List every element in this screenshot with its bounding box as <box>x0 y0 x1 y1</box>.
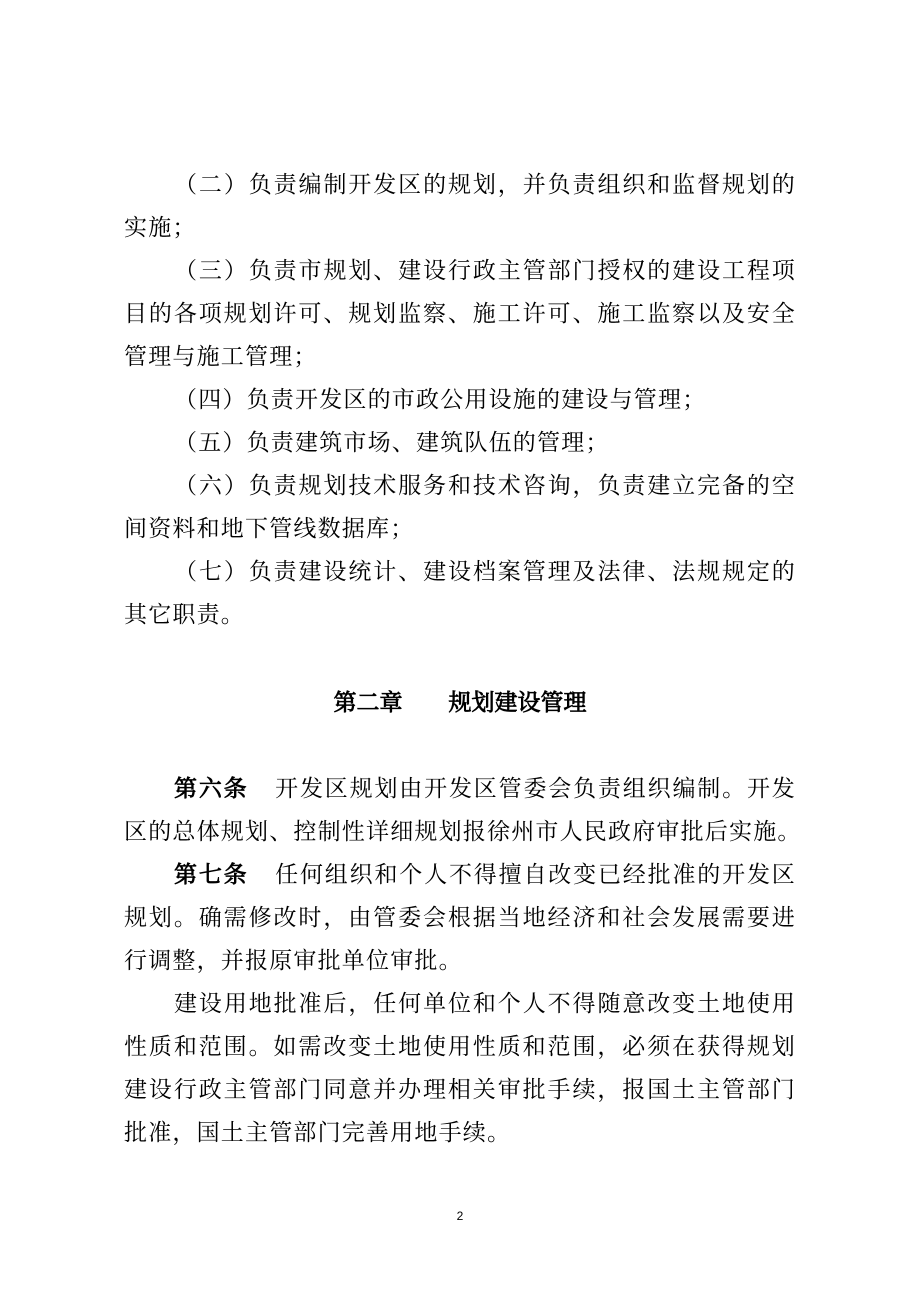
paragraph-7-line-1: （七）负责建设统计、建设档案管理及法律、法规规定的 <box>174 559 796 585</box>
article-6-text-1: 开发区规划由开发区管委会负责组织编制。开发 <box>274 776 796 802</box>
landuse-line-1: 建设用地批准后，任何单位和个人不得随意改变土地使用 <box>174 991 796 1017</box>
paragraph-5-line-1: （五）负责建筑市场、建筑队伍的管理； <box>174 430 610 456</box>
paragraph-6-line-2: 间资料和地下管线数据库； <box>124 516 415 542</box>
chapter-title: 规划建设管理 <box>448 689 587 716</box>
article-7-line-1 <box>174 860 796 890</box>
page-number: 2 <box>456 1209 464 1223</box>
article-6-label: 第六条 <box>174 775 249 802</box>
article-6-line-2: 区的总体规划、控制性详细规划报徐州市人民政府审批后实施。 <box>124 819 802 845</box>
paragraph-6-line-1: （六）负责规划技术服务和技术咨询，负责建立完备的空 <box>174 473 796 499</box>
paragraph-2-line-2: 实施； <box>124 215 197 241</box>
article-7-line-2: 规划。确需修改时，由管委会根据当地经济和社会发展需要进 <box>124 905 796 931</box>
paragraph-3-line-1: （三）负责市规划、建设行政主管部门授权的建设工程项 <box>174 258 796 284</box>
chapter-heading <box>0 688 920 718</box>
paragraph-3-line-3: 管理与施工管理； <box>124 344 318 370</box>
paragraph-3-line-2: 目的各项规划许可、规划监察、施工许可、施工监察以及安全 <box>124 301 796 327</box>
paragraph-7-line-2: 其它职责。 <box>124 602 245 628</box>
paragraph-2-line-1: （二）负责编制开发区的规划，并负责组织和监督规划的 <box>174 172 796 198</box>
article-7-line-3: 行调整，并报原审批单位审批。 <box>124 948 463 974</box>
landuse-line-2: 性质和范围。如需改变土地使用性质和范围，必须在获得规划 <box>124 1034 796 1060</box>
landuse-line-3: 建设行政主管部门同意并办理相关审批手续，报国土主管部门 <box>124 1077 796 1103</box>
paragraph-4-line-1: （四）负责开发区的市政公用设施的建设与管理； <box>174 387 707 413</box>
article-7-text-1: 任何组织和个人不得擅自改变已经批准的开发区 <box>274 862 796 888</box>
article-6-line-1 <box>174 774 796 804</box>
article-7-label: 第七条 <box>174 861 249 888</box>
landuse-line-4: 批准，国土主管部门完善用地手续。 <box>124 1120 512 1146</box>
chapter-number: 第二章 <box>333 689 403 716</box>
